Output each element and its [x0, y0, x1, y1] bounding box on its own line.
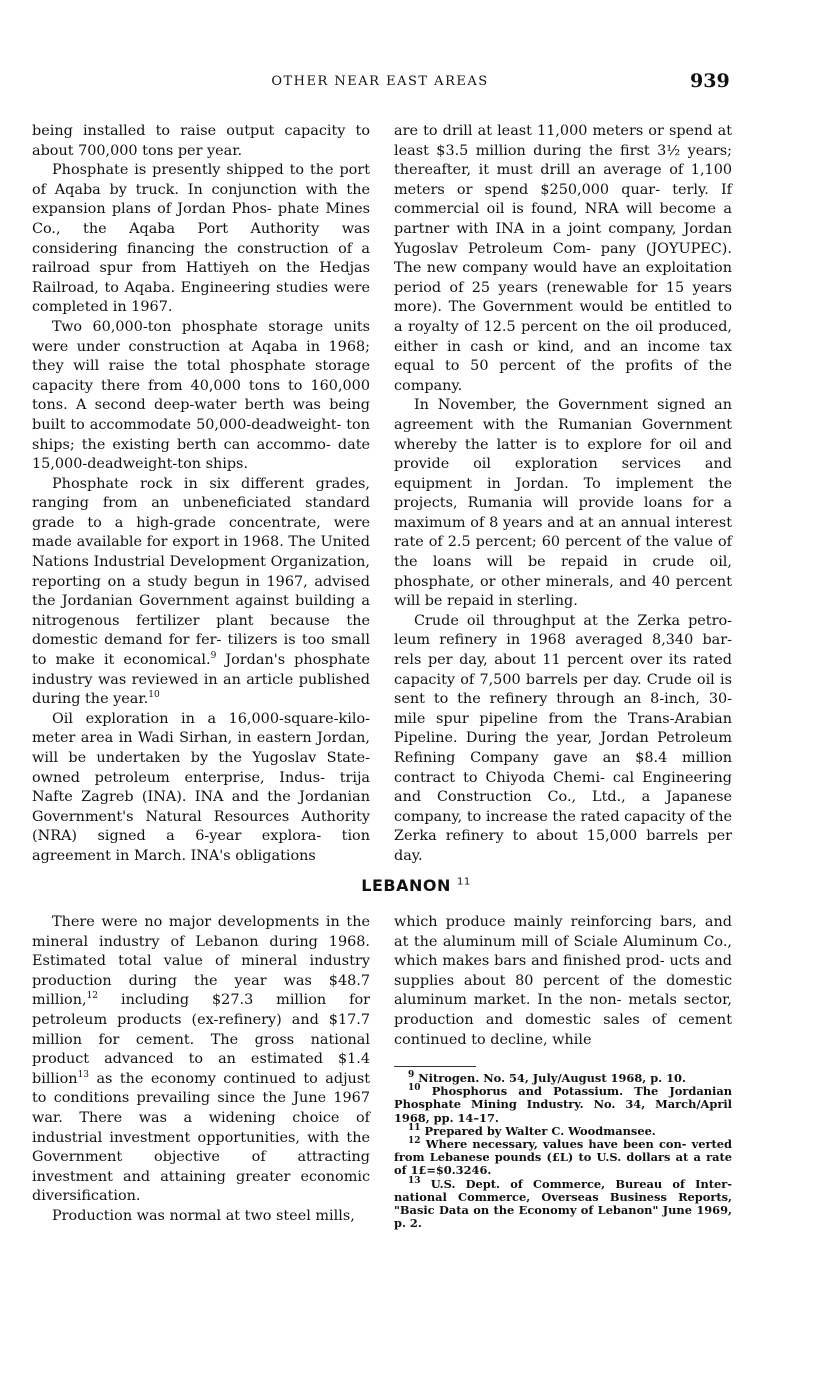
footnote	[394, 1138, 732, 1178]
paragraph: Oil exploration in a 16,000-square-kilo- meter area in Wadi Sirhan, in eastern Jordan, will be undertaken by the Yugoslav State-owned petroleum enterprise, Indus- trija Nafte Zagreb (INA). INA and the Jordanian Government's Natural Resources Authority (NRA) signed a 6-year explora- tion agreement in March. INA's obligations	[32, 710, 370, 864]
footnote-text: Where necessary, values have been con- verted from Lebanese pounds (£L) to U.S. dollars at a rate of 1£=$0.3246.	[394, 1137, 732, 1178]
column-bottom-right	[394, 913, 732, 1050]
paragraph-text: Jordan's phosphate industry was reviewed in an article published during the year.	[32, 652, 370, 708]
footnote-number: 13	[408, 1175, 421, 1186]
paragraph: being installed to raise output capacity to about 700,000 tons per year.	[32, 123, 370, 159]
section-title: LEBANON	[361, 876, 451, 895]
paragraph-text: years; thereafter, it must drill an average of 1,100 meters or spend $250,000 quar- terly. If commercial oil is found, NRA will become a partner with INA in a joint company, Jordan Yugoslav Petroleum Com- pany (JOYUPEC). The new company would have an exploitation period of 25 years (renewable for 15 years more). The Government would be entitled to a royalty of 12.5 percent on the oil produced, either in cash or kind, and an income tax equal to 50 percent of the profits of the company.	[394, 142, 733, 394]
footnote-number: 12	[408, 1136, 421, 1147]
footnote-ref-13: 13	[77, 1069, 90, 1080]
paragraph: Crude oil throughput at the Zerka petro- leum refinery in 1968 averaged 8,340 bar- rels per day, about 11 percent over its rated capacity of 7,500 barrels per day. Crude oil is sent to the refinery through an 8-inch, 30-mile spur pipeline from the Trans-Arabian Pipeline. During the year, Jordan Petroleum Refining Company gave an $8.4 million contract to Chiyoda Chemi- cal Engineering and Construction Co., Ltd., a Japanese company, to increase the rated capacity of the Zerka refinery to about 15,000 barrels per day.	[394, 612, 732, 864]
paragraph	[394, 122, 732, 396]
footnote-ref-11: 11	[456, 876, 471, 888]
footnote-ref-12: 12	[86, 991, 99, 1002]
paragraph: In November, the Government signed an agreement with the Rumanian Government whereby the latter is to explore for oil and provide oil exploration services and equipment in Jordan. To implement the projects, Rumania will provide loans for a maximum of 8 years and at an annual interest rate of 2.5 percent; 60 percent of the value of the loans will be repaid in crude oil, phosphate, or other minerals, and 40 percent will be repaid in sterling.	[394, 397, 732, 610]
footnote-text: Nitrogen. No. 54, July/August 1968, p. 10.	[418, 1071, 686, 1085]
mixed-number-fraction: ½	[666, 142, 681, 159]
column-top-left	[32, 122, 370, 867]
footnote-ref-10: 10	[148, 690, 160, 701]
footnote-ref-9: 9	[210, 651, 217, 662]
paragraph	[32, 475, 370, 710]
footnote-text: Prepared by Walter C. Woodmansee.	[424, 1123, 656, 1138]
paragraph-text: including $27.3 million for petroleum products (ex-refinery) and $17.7 million for cement. The gross national product advanced to an estimated $1.4 billion	[32, 992, 370, 1087]
paragraph-text: There were no major developments in the mineral industry of Lebanon during 1968. Estimated total value of mineral industry production during the year was $48.7 million,	[32, 914, 370, 1009]
page-number: 939	[690, 70, 730, 92]
footnote-number: 10	[408, 1083, 421, 1094]
paragraph: Production was normal at two steel mills,	[52, 1207, 355, 1224]
column-top-right	[394, 122, 732, 867]
column-bottom-left	[32, 913, 370, 1227]
paragraph-text: Phosphate rock in six different grades, ranging from an unbeneficiated standard grade to a high-grade concentrate, were made available for export in 1968. The United Nations Industrial Development Organization, reporting on a study begun in 1967, advised the Jordanian Government against building a nitrogenous fertilizer plant because the domestic demand for fer- tilizers is too small to make it economical.	[32, 475, 370, 669]
paragraph-text: as the economy continued to adjust to conditions prevailing since the June 1967 war. There was a widening choice of industrial investment opportunities, with the Government objective of attracting investment and attaining greater economic diversification.	[32, 1070, 370, 1205]
paragraph-text: are to drill at least 11,000 meters or spend at least $3.5 million during the first	[394, 123, 732, 159]
paragraph: Two 60,000-ton phosphate storage units were under construction at Aqaba in 1968; they will raise the total phosphate storage capacity there from 40,000 tons to 160,000 tons. A second deep-water berth was being built to accommodate 50,000-deadweight- ton ships; the existing berth can accommo- date 15,000-deadweight-ton ships.	[32, 318, 370, 473]
footnote-number: 9	[408, 1070, 415, 1081]
footnote-text: U.S. Dept. of Commerce, Bureau of Inter- national Commerce, Overseas Business Reports, "Basic Data on the Economy of Lebanon" June 1969, p. 2.	[394, 1176, 733, 1231]
paragraph: Phosphate is presently shipped to the port of Aqaba by truck. In conjunction with the expansion plans of Jordan Phos- phate Mines Co., the Aqaba Port Authority was considering financing the construction of a railroad spur from Hattiyeh on the Hedjas Railroad, to Aqaba. Engineering studies were completed in 1967.	[32, 162, 370, 316]
mixed-number-whole: 3	[657, 142, 667, 159]
running-head: OTHER NEAR EAST AREAS	[271, 74, 489, 89]
footnotes	[394, 1072, 732, 1230]
footnote	[394, 1175, 733, 1231]
footnote	[394, 1085, 732, 1125]
section-heading	[0, 876, 832, 895]
paragraph: which produce mainly reinforcing bars, and at the aluminum mill of Sciale Aluminum Co., which makes bars and finished prod- ucts and supplies about 80 percent of the domestic aluminum market. In the non- metals sector, production and domestic sales of cement continued to decline, while	[394, 914, 732, 1048]
footnote-text: Phosphorus and Potassium. The Jordanian Phosphate Mining Industry. No. 34, March/April 1968, pp. 14–17.	[394, 1084, 733, 1125]
paragraph	[32, 913, 370, 1207]
footnote-divider	[394, 1066, 476, 1067]
footnote-number: 11	[408, 1123, 421, 1134]
